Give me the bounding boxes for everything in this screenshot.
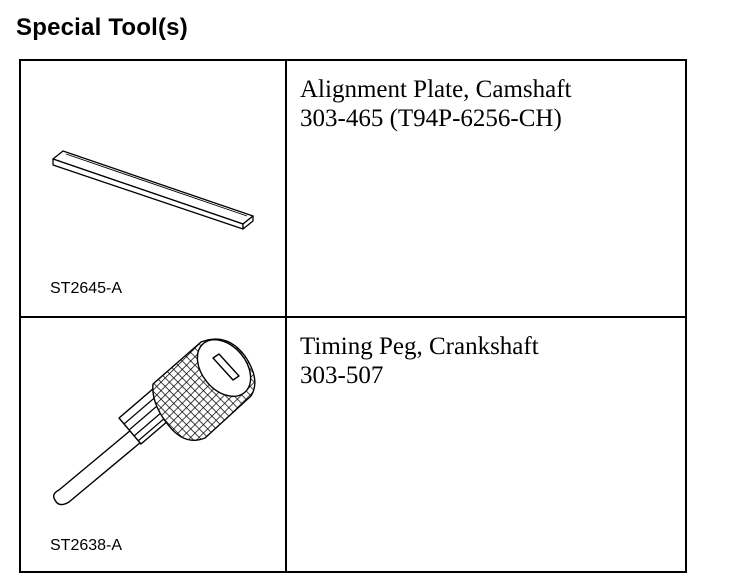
figure-id: ST2638-A <box>50 537 123 554</box>
tool-row <box>21 61 685 318</box>
tool-illustration-cell <box>21 61 287 316</box>
alignment-plate-icon <box>21 61 285 316</box>
tool-description-cell <box>287 318 685 571</box>
tool-name: Alignment Plate, Camshaft <box>300 76 572 103</box>
tool-illustration-cell <box>21 318 287 571</box>
tool-number: 303-507 <box>300 362 384 389</box>
figure-id: ST2645-A <box>50 280 123 297</box>
tool-name: Timing Peg, Crankshaft <box>300 333 539 360</box>
section-title: Special Tool(s) <box>16 14 188 41</box>
tool-number: 303-465 (T94P-6256-CH) <box>300 105 562 132</box>
special-tools-table <box>19 59 687 573</box>
timing-peg-icon <box>21 318 285 569</box>
tool-description-cell <box>287 61 685 316</box>
tool-row <box>21 318 685 571</box>
